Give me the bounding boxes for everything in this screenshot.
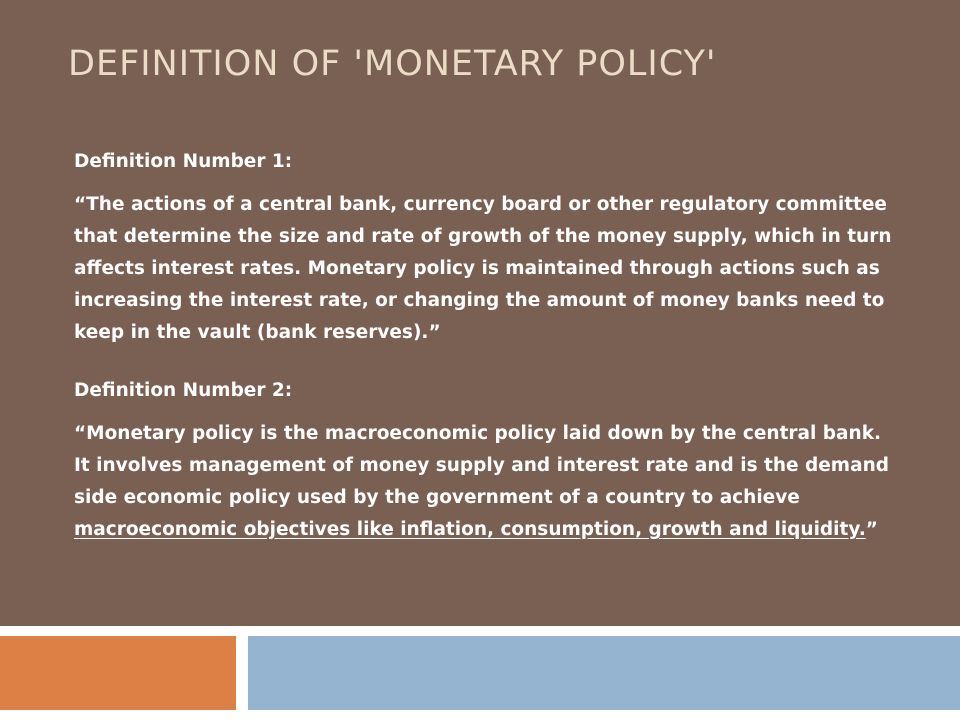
slide-title: DEFINITION OF 'MONETARY POLICY' <box>68 44 717 84</box>
definition-1-body: The actions of a central bank, currency board or other regulatory committee that determine the size and rate of growth of the money supply, which in turn affects interest rates. Monetary policy is maintained through actions such as increasing the interest rate, or changing the amount of money banks need to keep in the vault (bank reserves). <box>74 194 892 343</box>
definition-2-text <box>74 418 900 546</box>
definition-2-open-quote: “ <box>74 423 87 444</box>
definition-1-text <box>74 189 900 349</box>
definition-1-heading: Definition Number 1: <box>74 151 293 172</box>
definition-1-close-quote: ” <box>428 322 441 343</box>
blue-accent-bar <box>248 636 960 710</box>
definition-2-heading: Definition Number 2: <box>74 380 293 401</box>
definition-2-close-quote: ” <box>865 519 878 540</box>
slide-body <box>74 146 900 546</box>
spacer <box>74 349 900 375</box>
definition-2-underlined-text: macroeconomic objectives like inflation, consumption, growth and liquidity. <box>74 519 866 540</box>
orange-accent-bar <box>0 636 236 710</box>
definition-1-open-quote: “ <box>74 194 87 215</box>
definition-2-body: Monetary policy is the macroeconomic policy laid down by the central bank. It involves management of money supply and interest rate and is the demand side economic policy used by the government of a country to achieve <box>74 423 889 508</box>
